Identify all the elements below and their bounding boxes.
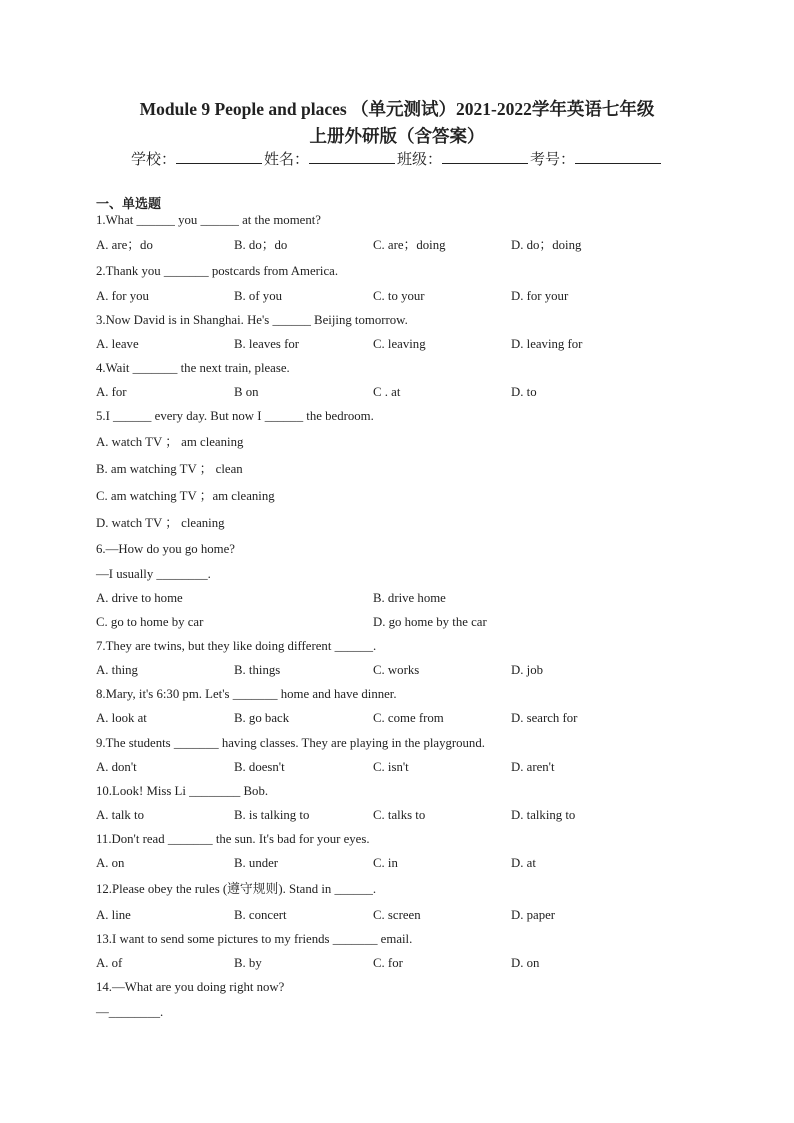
option-d: D. at [511,856,536,870]
question-stem: 3.Now David is in Shanghai. He's ______ Beijing tomorrow. [96,313,408,327]
page-title-line-1: Module 9 People and places （单元测试）2021-2022学年英语七年级 [139,99,655,119]
name-label: 姓名： [263,152,309,168]
option-d: D. paper [511,908,556,922]
option-a: A. thing [96,663,138,677]
option-c: C. isn't [373,760,409,774]
question-stem: 5.I ______ every day. But now I ______ the bedroom. [96,409,374,423]
option-c: C. am watching TV ；am cleaning [96,489,275,503]
option-d: D. talking to [511,808,576,822]
option-c: C. come from [373,711,444,725]
option-d: D. for your [511,289,569,303]
page-title-line-2: 上册外研版（含答案） [309,126,485,146]
question-stem: 2.Thank you _______ postcards from America. [96,264,339,278]
option-a: A. leave [96,337,139,351]
question-stem: 13.I want to send some pictures to my friends _______ email. [96,932,413,946]
option-d: D. leaving for [511,337,583,351]
option-c: C. are；doing [373,238,446,252]
option-a: A. talk to [96,808,144,822]
option-c: C. screen [373,908,421,922]
option-d: D. job [511,663,543,677]
option-b: B. is talking to [234,808,310,822]
exam-number-label: 考号： [530,152,576,168]
class-label: 班级： [397,152,443,168]
option-d: D. watch TV ； cleaning [96,516,225,530]
question-stem: 6.—How do you go home? [96,542,235,556]
option-a: A. of [96,956,123,970]
question-stem-answer: —I usually ________. [96,567,211,581]
option-b: B on [234,385,259,399]
option-b: B. do；do [234,238,288,252]
option-c: C. go to home by car [96,615,204,629]
school-blank[interactable] [176,149,262,164]
option-d: D. aren't [511,760,555,774]
option-b: B. drive home [373,591,446,605]
question-stem-answer: —________. [96,1005,164,1019]
option-a: A. are；do [96,238,153,252]
option-a: A. for [96,385,127,399]
question-stem: 9.The students _______ having classes. They are playing in the playground. [96,736,485,750]
option-c: C. to your [373,289,425,303]
option-b: B. things [234,663,281,677]
option-c: C. works [373,663,420,677]
option-a: A. look at [96,711,147,725]
option-a: A. for you [96,289,149,303]
option-a: A. watch TV ； am cleaning [96,435,244,449]
option-c: C. leaving [373,337,426,351]
exam-number-blank[interactable] [575,149,661,164]
option-a: A. on [96,856,125,870]
option-b: B. under [234,856,279,870]
option-b: B. by [234,956,262,970]
student-info-row [0,149,794,171]
option-b: B. go back [234,711,290,725]
option-d: D. go home by the car [373,615,487,629]
school-label: 学校： [130,152,176,168]
option-b: B. of you [234,289,282,303]
option-d: D. do；doing [511,238,582,252]
option-b: B. doesn't [234,760,285,774]
option-b: B. leaves for [234,337,300,351]
name-blank[interactable] [309,149,395,164]
option-c: C. talks to [373,808,426,822]
question-stem: 1.What ______ you ______ at the moment? [96,213,321,227]
option-c: C. for [373,956,403,970]
option-b: B. am watching TV ； clean [96,462,243,476]
option-d: D. on [511,956,540,970]
question-stem: 7.They are twins, but they like doing different ______. [96,639,377,653]
option-a: A. line [96,908,131,922]
question-stem: 10.Look! Miss Li ________ Bob. [96,784,269,798]
question-stem: 14.—What are you doing right now? [96,980,285,994]
class-blank[interactable] [442,149,528,164]
question-stem: 12.Please obey the rules (遵守规则). Stand in ______. [96,882,377,896]
option-b: B. concert [234,908,287,922]
question-stem: 11.Don't read _______ the sun. It's bad for your eyes. [96,832,370,846]
question-stem: 8.Mary, it's 6:30 pm. Let's _______ home and have dinner. [96,687,397,701]
option-d: D. search for [511,711,578,725]
option-a: A. drive to home [96,591,183,605]
section-title: 一、单选题 [96,196,162,211]
option-c: C . at [373,385,401,399]
option-d: D. to [511,385,537,399]
option-c: C. in [373,856,398,870]
question-stem: 4.Wait _______ the next train, please. [96,361,290,375]
option-a: A. don't [96,760,137,774]
